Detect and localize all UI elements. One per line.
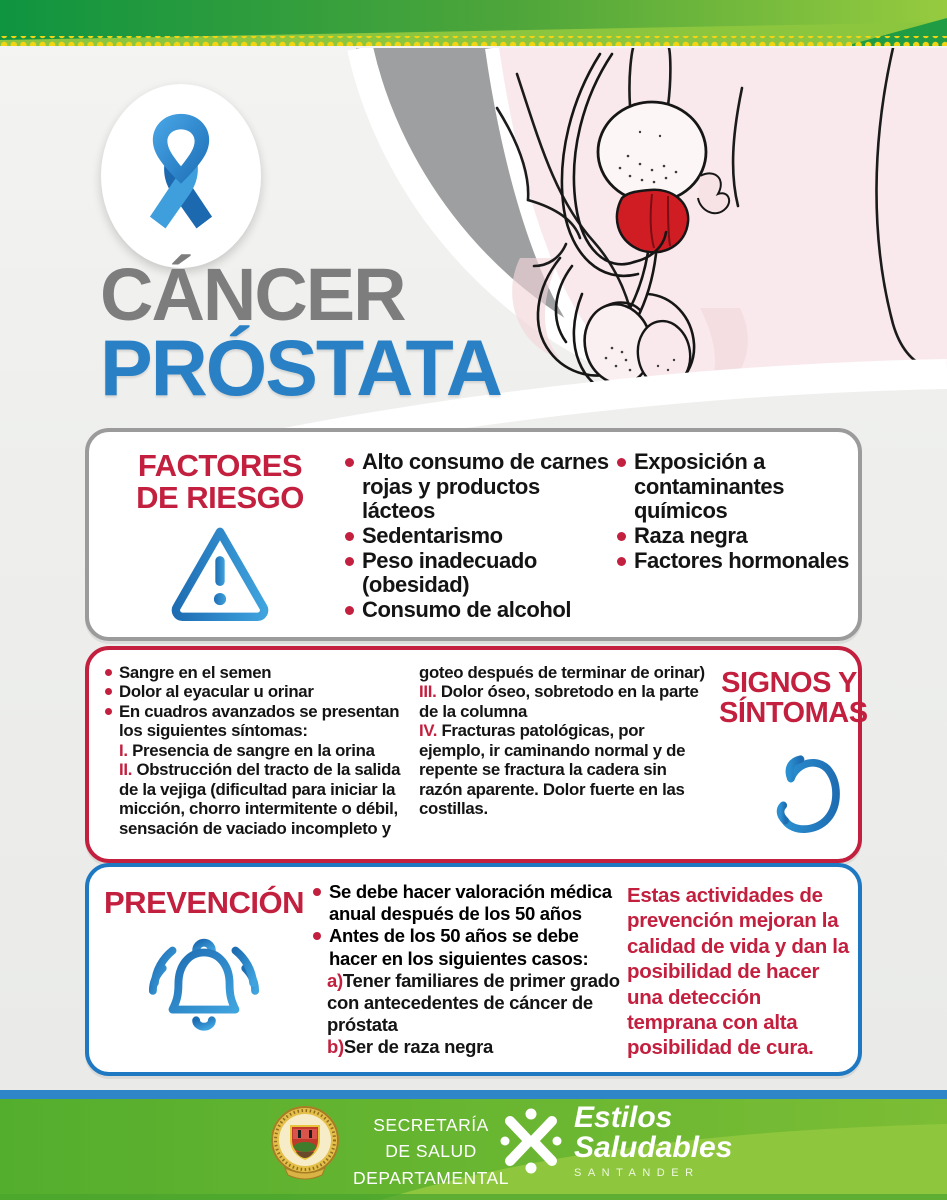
bullet-dot bbox=[105, 669, 112, 676]
signs-symptoms-heading-block bbox=[719, 667, 868, 838]
secretaria-line1: SECRETARÍA bbox=[373, 1115, 489, 1135]
prevention-column bbox=[313, 881, 625, 1059]
footer bbox=[0, 1090, 947, 1200]
warning-triangle-icon bbox=[164, 520, 276, 624]
bullet-dot bbox=[345, 557, 354, 566]
prevention-heading-block bbox=[101, 887, 307, 1041]
symptom-continuation: goteo después de terminar de orinar) bbox=[419, 663, 705, 682]
risk-heading-line2: DE RIESGO bbox=[136, 480, 304, 516]
title-prostata: PRÓSTATA bbox=[100, 323, 501, 412]
bullet-dot bbox=[345, 532, 354, 541]
prevention-note: Estas actividades de prevención mejoran la calidad de vida y dan la posibilidad de hacer una detección temprana con alta posibilidad de cura. bbox=[627, 884, 849, 1060]
list-item: Sangre en el semen bbox=[105, 663, 407, 682]
prevention-case-a: a)Tener familiares de primer grado con antecedentes de cáncer de próstata bbox=[327, 969, 620, 1036]
risk-factors-box bbox=[85, 428, 862, 641]
estilos-line2: Saludables bbox=[574, 1130, 733, 1164]
prostate-awareness-ribbon-icon bbox=[127, 108, 235, 244]
bullet-dot bbox=[313, 888, 321, 896]
prevention-heading: PREVENCIÓN bbox=[104, 885, 304, 920]
estilos-saludables-wordmark bbox=[574, 1101, 733, 1179]
bullet-dot bbox=[105, 708, 112, 715]
list-item: Antes de los 50 años se debe hacer en los siguientes casos: bbox=[313, 925, 625, 969]
prevention-box bbox=[85, 863, 862, 1076]
symptom-numbered-1: I. Presencia de sangre en la orina bbox=[119, 740, 375, 760]
list-item: Sedentarismo bbox=[345, 524, 613, 549]
list-item: Alto consumo de carnes rojas y productos lácteos bbox=[345, 450, 613, 524]
signs-column-1 bbox=[105, 663, 407, 838]
bullet-dot bbox=[105, 688, 112, 695]
estilos-line3: SANTANDER bbox=[574, 1166, 700, 1179]
bladder-shape bbox=[598, 102, 706, 202]
yellow-dots-strip bbox=[0, 36, 947, 46]
page-title bbox=[100, 253, 501, 412]
bullet-dot bbox=[313, 932, 321, 940]
bullet-dot bbox=[345, 458, 354, 467]
prevention-bullet-list bbox=[313, 881, 625, 970]
estilos-saludables-logo bbox=[498, 1101, 733, 1179]
alert-bell-icon bbox=[134, 923, 274, 1041]
bullet-dot bbox=[617, 557, 626, 566]
estilos-saludables-mark-icon bbox=[498, 1105, 564, 1177]
risk-factors-list-2 bbox=[617, 450, 849, 573]
risk-factors-heading-block bbox=[115, 450, 325, 624]
list-item: Dolor al eyacular u orinar bbox=[105, 682, 407, 701]
prevention-case-b: b)Ser de raza negra bbox=[327, 1036, 494, 1058]
top-green-bar bbox=[0, 0, 947, 50]
footer-blue-strip bbox=[0, 1090, 947, 1099]
signs-symptoms-box bbox=[85, 646, 868, 863]
risk-heading-line1: FACTORES bbox=[137, 448, 303, 483]
list-item: En cuadros avanzados se presentan los siguientes síntomas: bbox=[105, 702, 407, 741]
signs-column-2 bbox=[419, 663, 707, 819]
symptom-numbered-3: III. Dolor óseo, sobretodo en la parte de la columna bbox=[419, 682, 699, 721]
title-cancer: CÁNCER bbox=[100, 253, 405, 336]
pointing-hand-icon bbox=[729, 742, 849, 838]
signs-heading-line2: SÍNTOMAS bbox=[719, 697, 868, 730]
list-item: Consumo de alcohol bbox=[345, 598, 613, 623]
signs-heading-line1: SIGNOS Y bbox=[721, 667, 857, 699]
symptom-numbered-4: IV. Fracturas patológicas, por ejemplo, ir caminando normal y de repente se fractura la cadera sin razón aparente. Dolor fuerte en las costillas. bbox=[419, 721, 686, 819]
santander-coat-of-arms bbox=[268, 1100, 342, 1188]
list-item: Peso inadecuado (obesidad) bbox=[345, 549, 613, 598]
bullet-dot bbox=[345, 606, 354, 615]
list-item: Se debe hacer valoración médica anual después de los 50 años bbox=[313, 881, 625, 925]
list-item: Raza negra bbox=[617, 524, 849, 549]
bullet-dot bbox=[617, 458, 626, 467]
secretaria-line2: DE SALUD bbox=[385, 1141, 477, 1162]
bullet-dot bbox=[617, 532, 626, 541]
symptom-numbered-2: II. Obstrucción del tracto de la salida de la vejiga (dificultad para iniciar la micción, chorro intermitente o débil, sensación de vaciado incompleto y bbox=[119, 760, 401, 838]
list-item: Factores hormonales bbox=[617, 549, 849, 574]
list-item: Exposición a contaminantes químicos bbox=[617, 450, 849, 524]
awareness-ribbon-badge bbox=[101, 84, 261, 268]
estilos-line1: Estilos bbox=[574, 1101, 673, 1134]
signs-bullet-list bbox=[105, 663, 407, 741]
secretaria-line3: DEPARTAMENTAL bbox=[353, 1167, 509, 1188]
risk-factors-list-1 bbox=[345, 450, 613, 622]
secretaria-salud-label bbox=[346, 1112, 516, 1191]
